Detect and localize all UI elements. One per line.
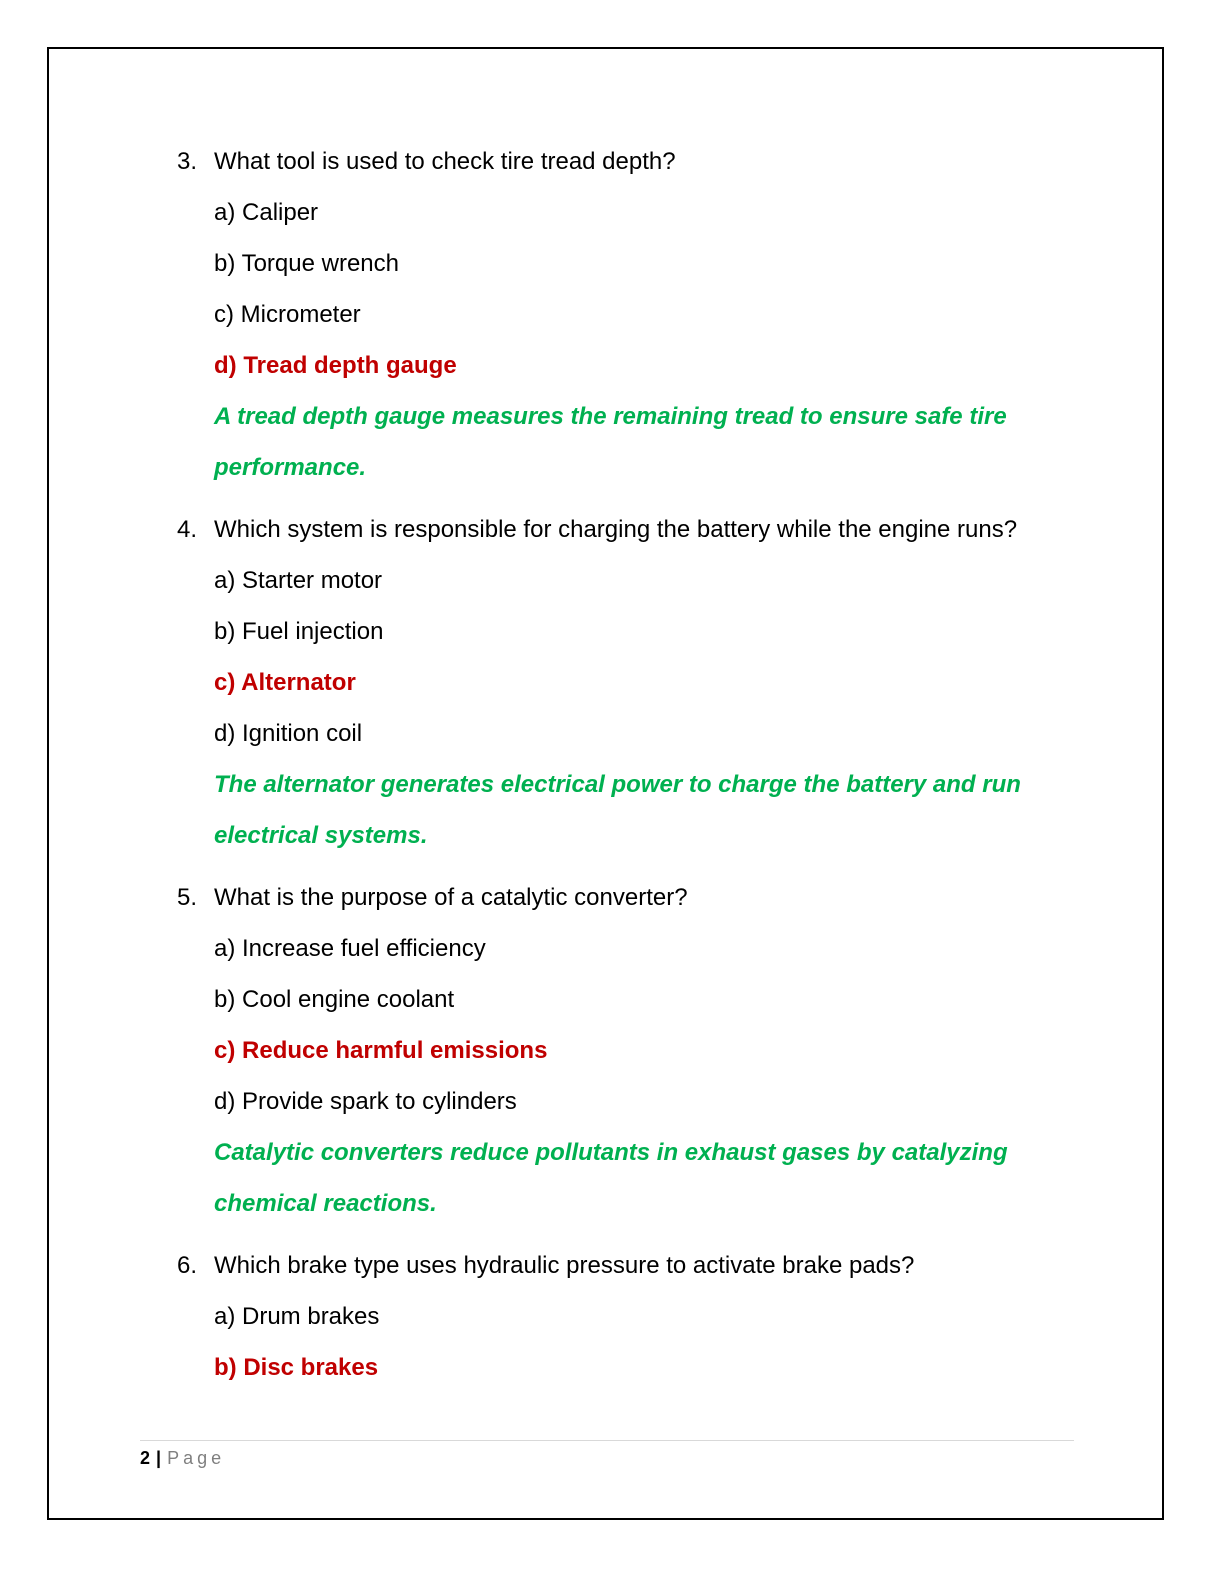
- question-text: Which system is responsible for charging the battery while the engine runs?: [214, 516, 1018, 543]
- question-3: [177, 136, 1097, 493]
- question-text: What tool is used to check tire tread depth?: [214, 148, 676, 175]
- option-b: b) Cool engine coolant: [214, 986, 455, 1013]
- correct-option-c: c) Alternator: [214, 669, 356, 696]
- question-number: 3.: [177, 148, 198, 175]
- footer-separator: |: [156, 1448, 162, 1468]
- question-number: 4.: [177, 516, 198, 543]
- question-line: [177, 136, 1097, 187]
- page-footer: [140, 1445, 225, 1471]
- option-a: a) Starter motor: [214, 567, 383, 594]
- question-number: 5.: [177, 884, 198, 911]
- option-d: d) Provide spark to cylinders: [214, 1088, 517, 1115]
- question-spacer: [177, 1229, 1097, 1240]
- correct-option-b: b) Disc brakes: [214, 1354, 379, 1381]
- question-spacer: [177, 861, 1097, 872]
- option-d: d) Ignition coil: [214, 720, 363, 747]
- answer-explanation: Catalytic converters reduce pollutants in exhaust gases by catalyzing chemical reactions.: [214, 1139, 1008, 1217]
- question-6: [177, 1240, 1097, 1393]
- option-a: a) Increase fuel efficiency: [214, 935, 486, 962]
- question-4: [177, 504, 1097, 861]
- option-c: c) Micrometer: [214, 301, 361, 328]
- question-5: [177, 872, 1097, 1229]
- question-text: Which brake type uses hydraulic pressure to activate brake pads?: [214, 1252, 915, 1279]
- correct-option-c: c) Reduce harmful emissions: [214, 1037, 548, 1064]
- question-line: [177, 504, 1097, 555]
- answer-explanation: The alternator generates electrical power to charge the battery and run electrical systems.: [214, 771, 1021, 849]
- question-list: [177, 136, 1097, 1393]
- footer-divider: [140, 1440, 1074, 1441]
- correct-option-d: d) Tread depth gauge: [214, 352, 457, 379]
- question-number: 6.: [177, 1252, 198, 1279]
- option-a: a) Caliper: [214, 199, 319, 226]
- answer-explanation: A tread depth gauge measures the remaining tread to ensure safe tire performance.: [214, 403, 1007, 481]
- option-b: b) Torque wrench: [214, 250, 399, 277]
- option-b: b) Fuel injection: [214, 618, 384, 645]
- option-a: a) Drum brakes: [214, 1303, 380, 1330]
- question-line: [177, 872, 1097, 923]
- question-spacer: [177, 493, 1097, 504]
- page-label: Page: [167, 1448, 226, 1468]
- question-line: [177, 1240, 1097, 1291]
- question-text: What is the purpose of a catalytic converter?: [214, 884, 688, 911]
- page-number: 2: [140, 1448, 151, 1468]
